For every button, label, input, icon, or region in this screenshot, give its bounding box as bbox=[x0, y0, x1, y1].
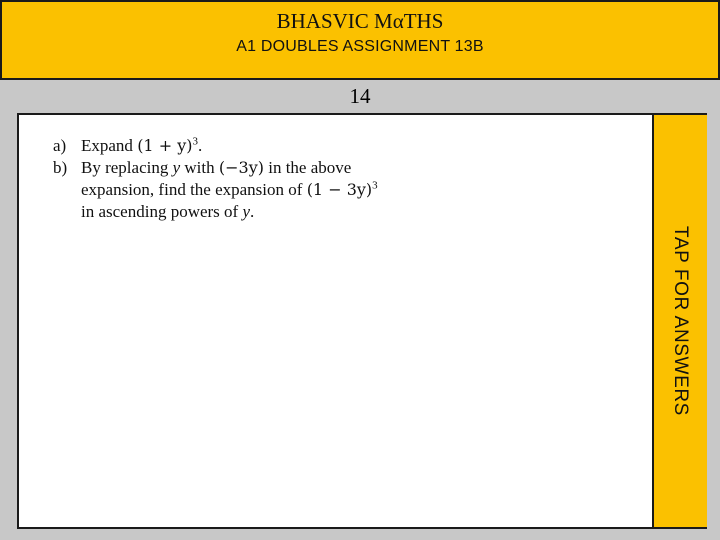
part-b-line1-mid: with bbox=[180, 158, 219, 177]
question-panel bbox=[17, 113, 707, 529]
part-b-exponent: 3 bbox=[372, 179, 378, 192]
question-text bbox=[53, 135, 378, 223]
part-a-letter: a) bbox=[53, 136, 67, 155]
tap-for-answers-label: TAP FOR ANSWERS bbox=[670, 226, 691, 416]
part-b-substitution: (−3y) bbox=[218, 158, 264, 177]
tap-for-answers-button[interactable] bbox=[652, 115, 707, 527]
part-a-prefix: Expand bbox=[81, 136, 138, 155]
part-a-text bbox=[81, 135, 202, 157]
part-b-line3-suffix: . bbox=[250, 202, 255, 221]
part-b-line2-prefix: expansion, find the expansion of bbox=[81, 180, 307, 199]
part-b-line1-suffix: in the above bbox=[263, 158, 352, 177]
question-part-a bbox=[53, 135, 378, 157]
part-b-line-3 bbox=[53, 201, 378, 223]
part-a-exponent: 3 bbox=[192, 135, 198, 148]
part-b-line-2 bbox=[53, 179, 378, 201]
page-title: BHASVIC MαTHS bbox=[276, 9, 444, 33]
part-a-suffix: . bbox=[197, 136, 203, 155]
part-b-line3-variable: y bbox=[242, 202, 251, 221]
part-b-line1-prefix: By replacing bbox=[81, 158, 173, 177]
part-b-letter: b) bbox=[53, 158, 68, 177]
part-b-line3-prefix: in ascending powers of bbox=[81, 202, 243, 221]
part-b-expression: (1 − 3y) bbox=[306, 180, 373, 199]
page-subtitle: A1 DOUBLES ASSIGNMENT 13B bbox=[236, 38, 484, 55]
part-b-line-1 bbox=[81, 157, 351, 179]
header-banner bbox=[0, 0, 720, 80]
question-number: 14 bbox=[349, 84, 371, 108]
question-part-b bbox=[53, 157, 378, 179]
part-b-line1-variable: y bbox=[172, 158, 181, 177]
part-a-expression: (1 + y) bbox=[137, 136, 193, 155]
